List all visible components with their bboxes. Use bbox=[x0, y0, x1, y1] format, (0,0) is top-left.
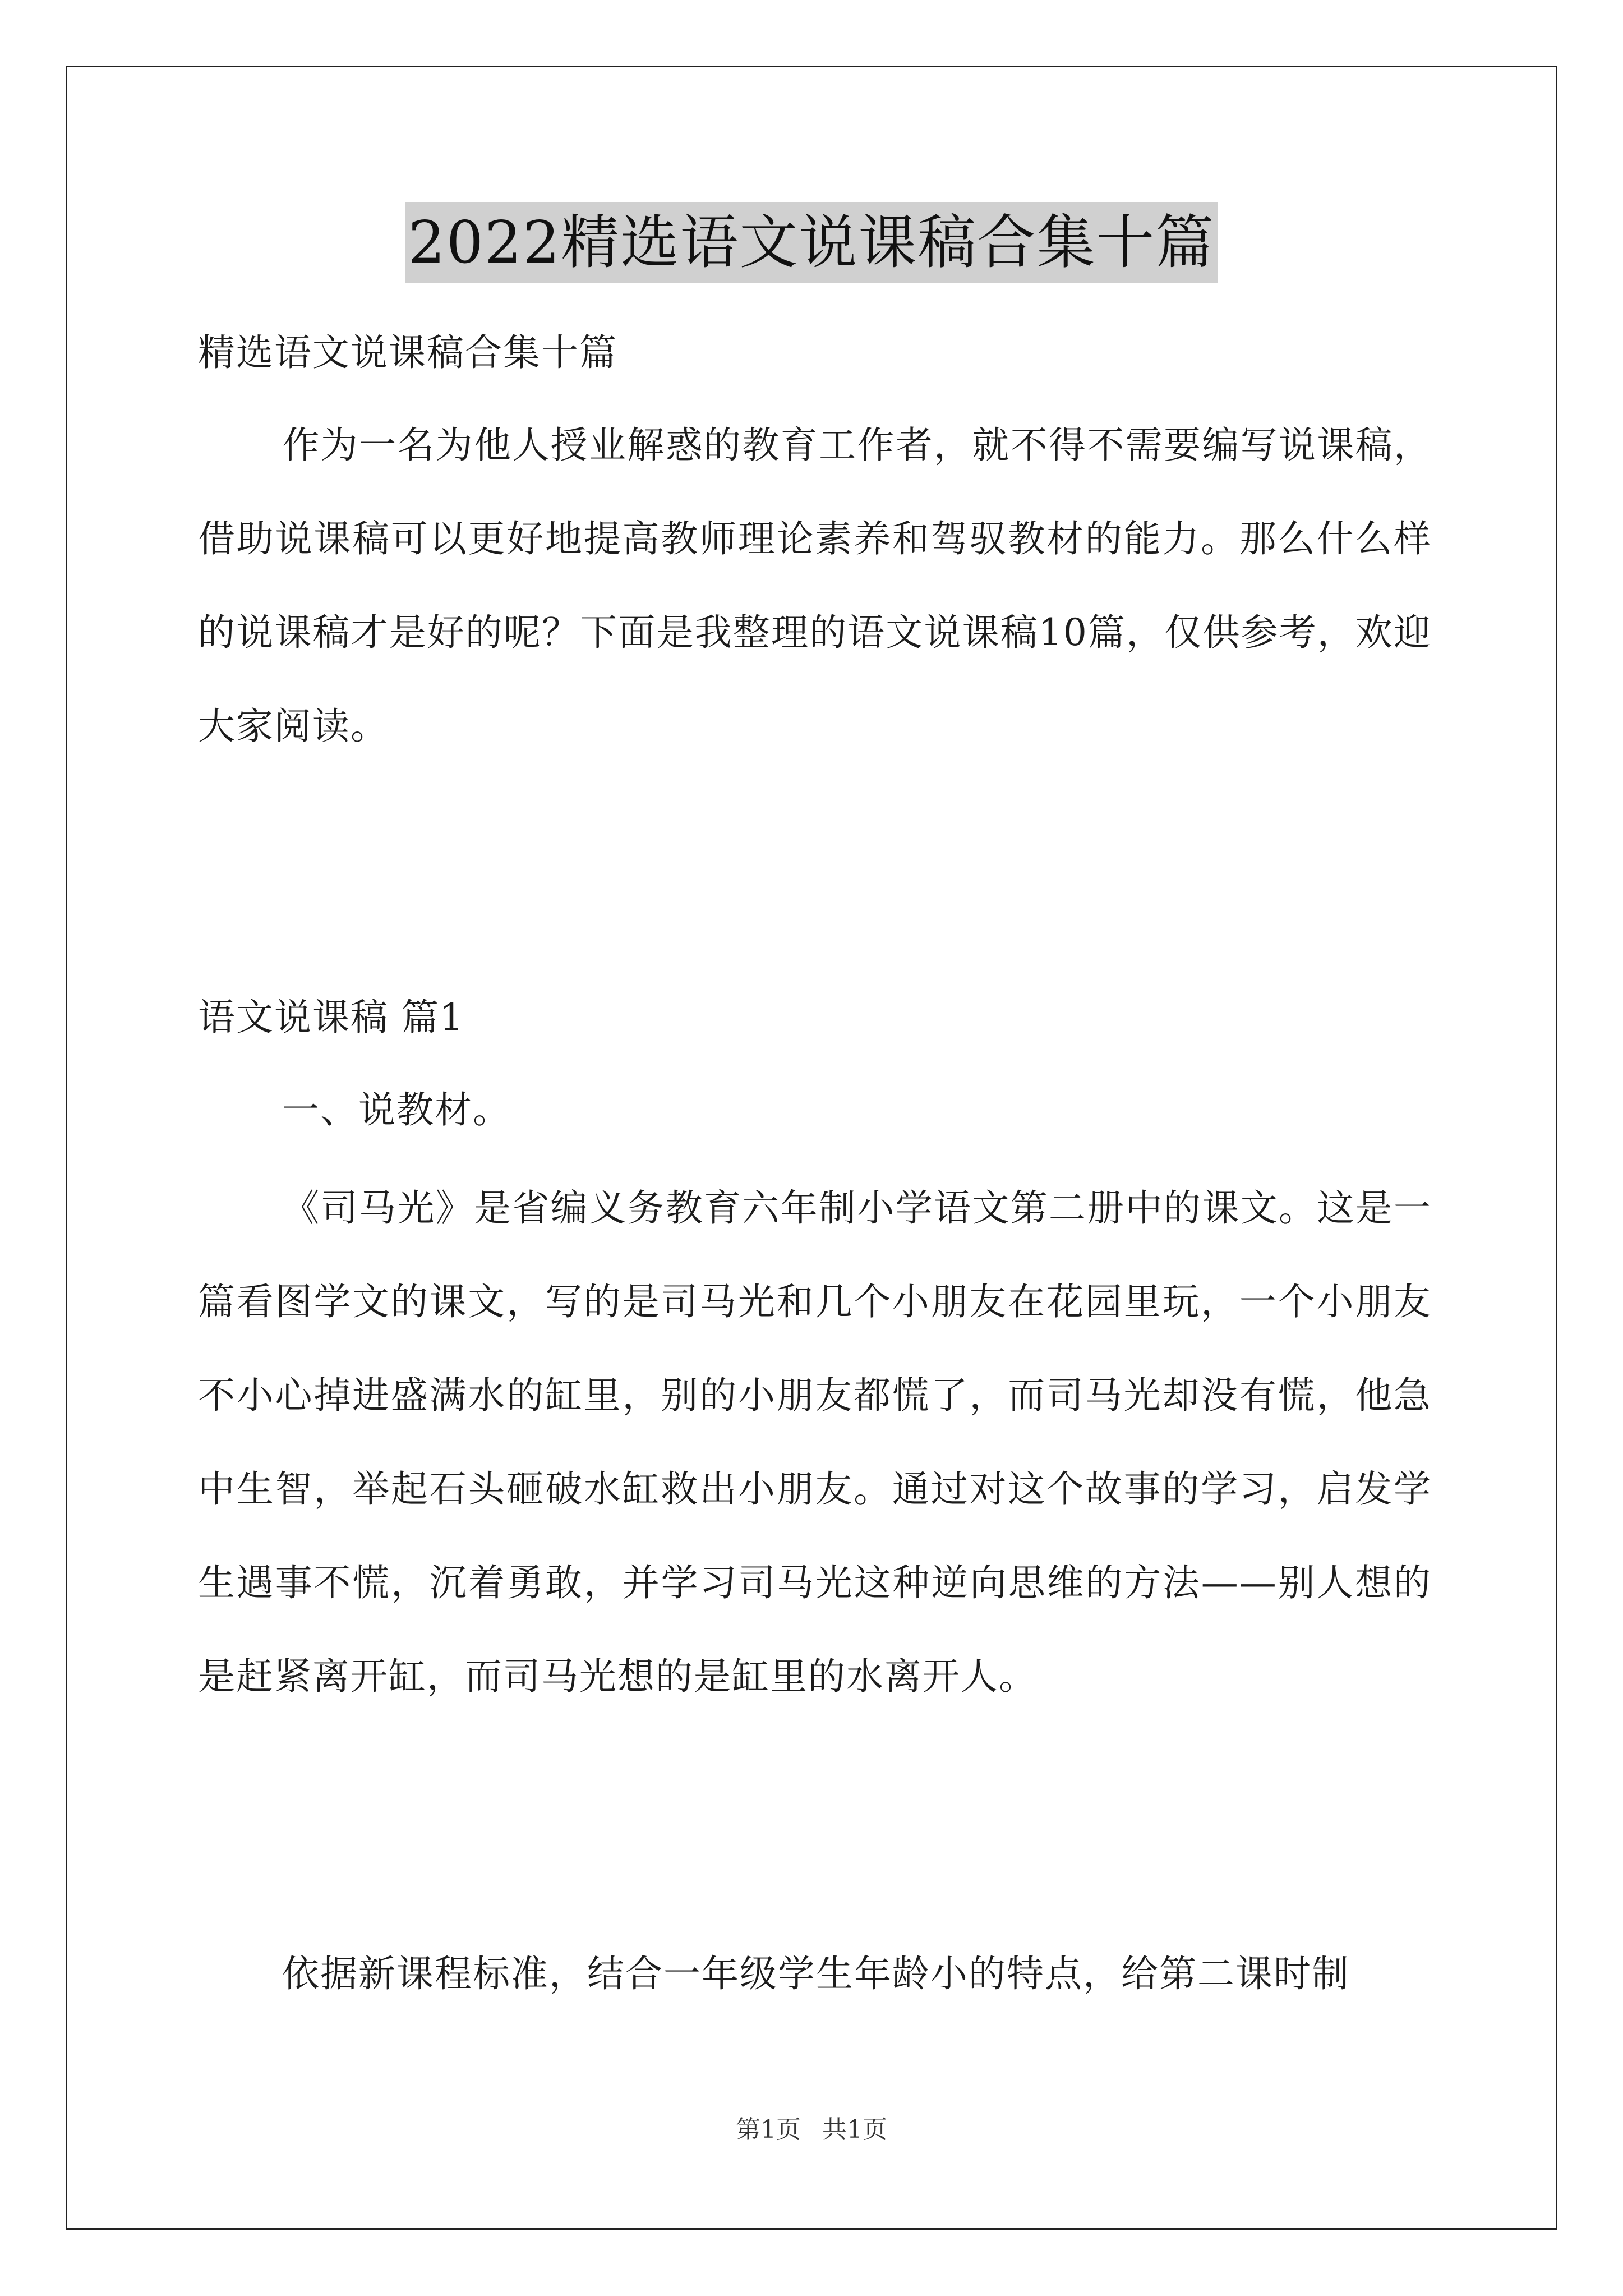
section-heading bbox=[198, 970, 1432, 1064]
body-paragraph-2-text: 依据新课程标准，结合一年级学生年龄小的特点，给第二课时制 bbox=[282, 1952, 1350, 1995]
subsection-heading-text: 一、说教材。 bbox=[282, 1088, 511, 1131]
page-number-current: 第1页 bbox=[736, 2115, 801, 2144]
section-heading-text: 语文说课稿 篇1 bbox=[198, 996, 464, 1039]
subtitle-text: 精选语文说课稿合集十篇 bbox=[198, 331, 617, 374]
page-number-total: 共1页 bbox=[822, 2115, 887, 2144]
subtitle bbox=[198, 306, 1432, 399]
subsection-heading bbox=[198, 1063, 1432, 1157]
body-paragraph-1 bbox=[198, 1161, 1432, 1723]
body-paragraph-2 bbox=[198, 1927, 1432, 2021]
document-title: 2022精选语文说课稿合集十篇 bbox=[405, 202, 1219, 283]
title-container bbox=[0, 202, 1623, 283]
intro-text: 作为一名为他人授业解惑的教育工作者，就不得不需要编写说课稿，借助说课稿可以更好地提高教师理论素养和驾驭教材的能力。那么什么样的说课稿才是好的呢？下面是我整理的语文说课稿10篇，仅供参考，欢迎大家阅读。 bbox=[198, 424, 1432, 748]
body-paragraph-1-text: 《司马光》是省编义务教育六年制小学语文第二册中的课文。这是一篇看图学文的课文，写的是司马光和几个小朋友在花园里玩，一个小朋友不小心掉进盛满水的缸里，别的小朋友都慌了，而司马光却没有慌，他急中生智，举起石头砸破水缸救出小朋友。通过对这个故事的学习，启发学生遇事不慌，沉着勇敢，并学习司马光这种逆向思维的方法——别人想的是赶紧离开缸，而司马光想的是缸里的水离开人。 bbox=[198, 1186, 1432, 1698]
intro-paragraph bbox=[198, 398, 1432, 773]
page-footer bbox=[0, 2109, 1623, 2145]
